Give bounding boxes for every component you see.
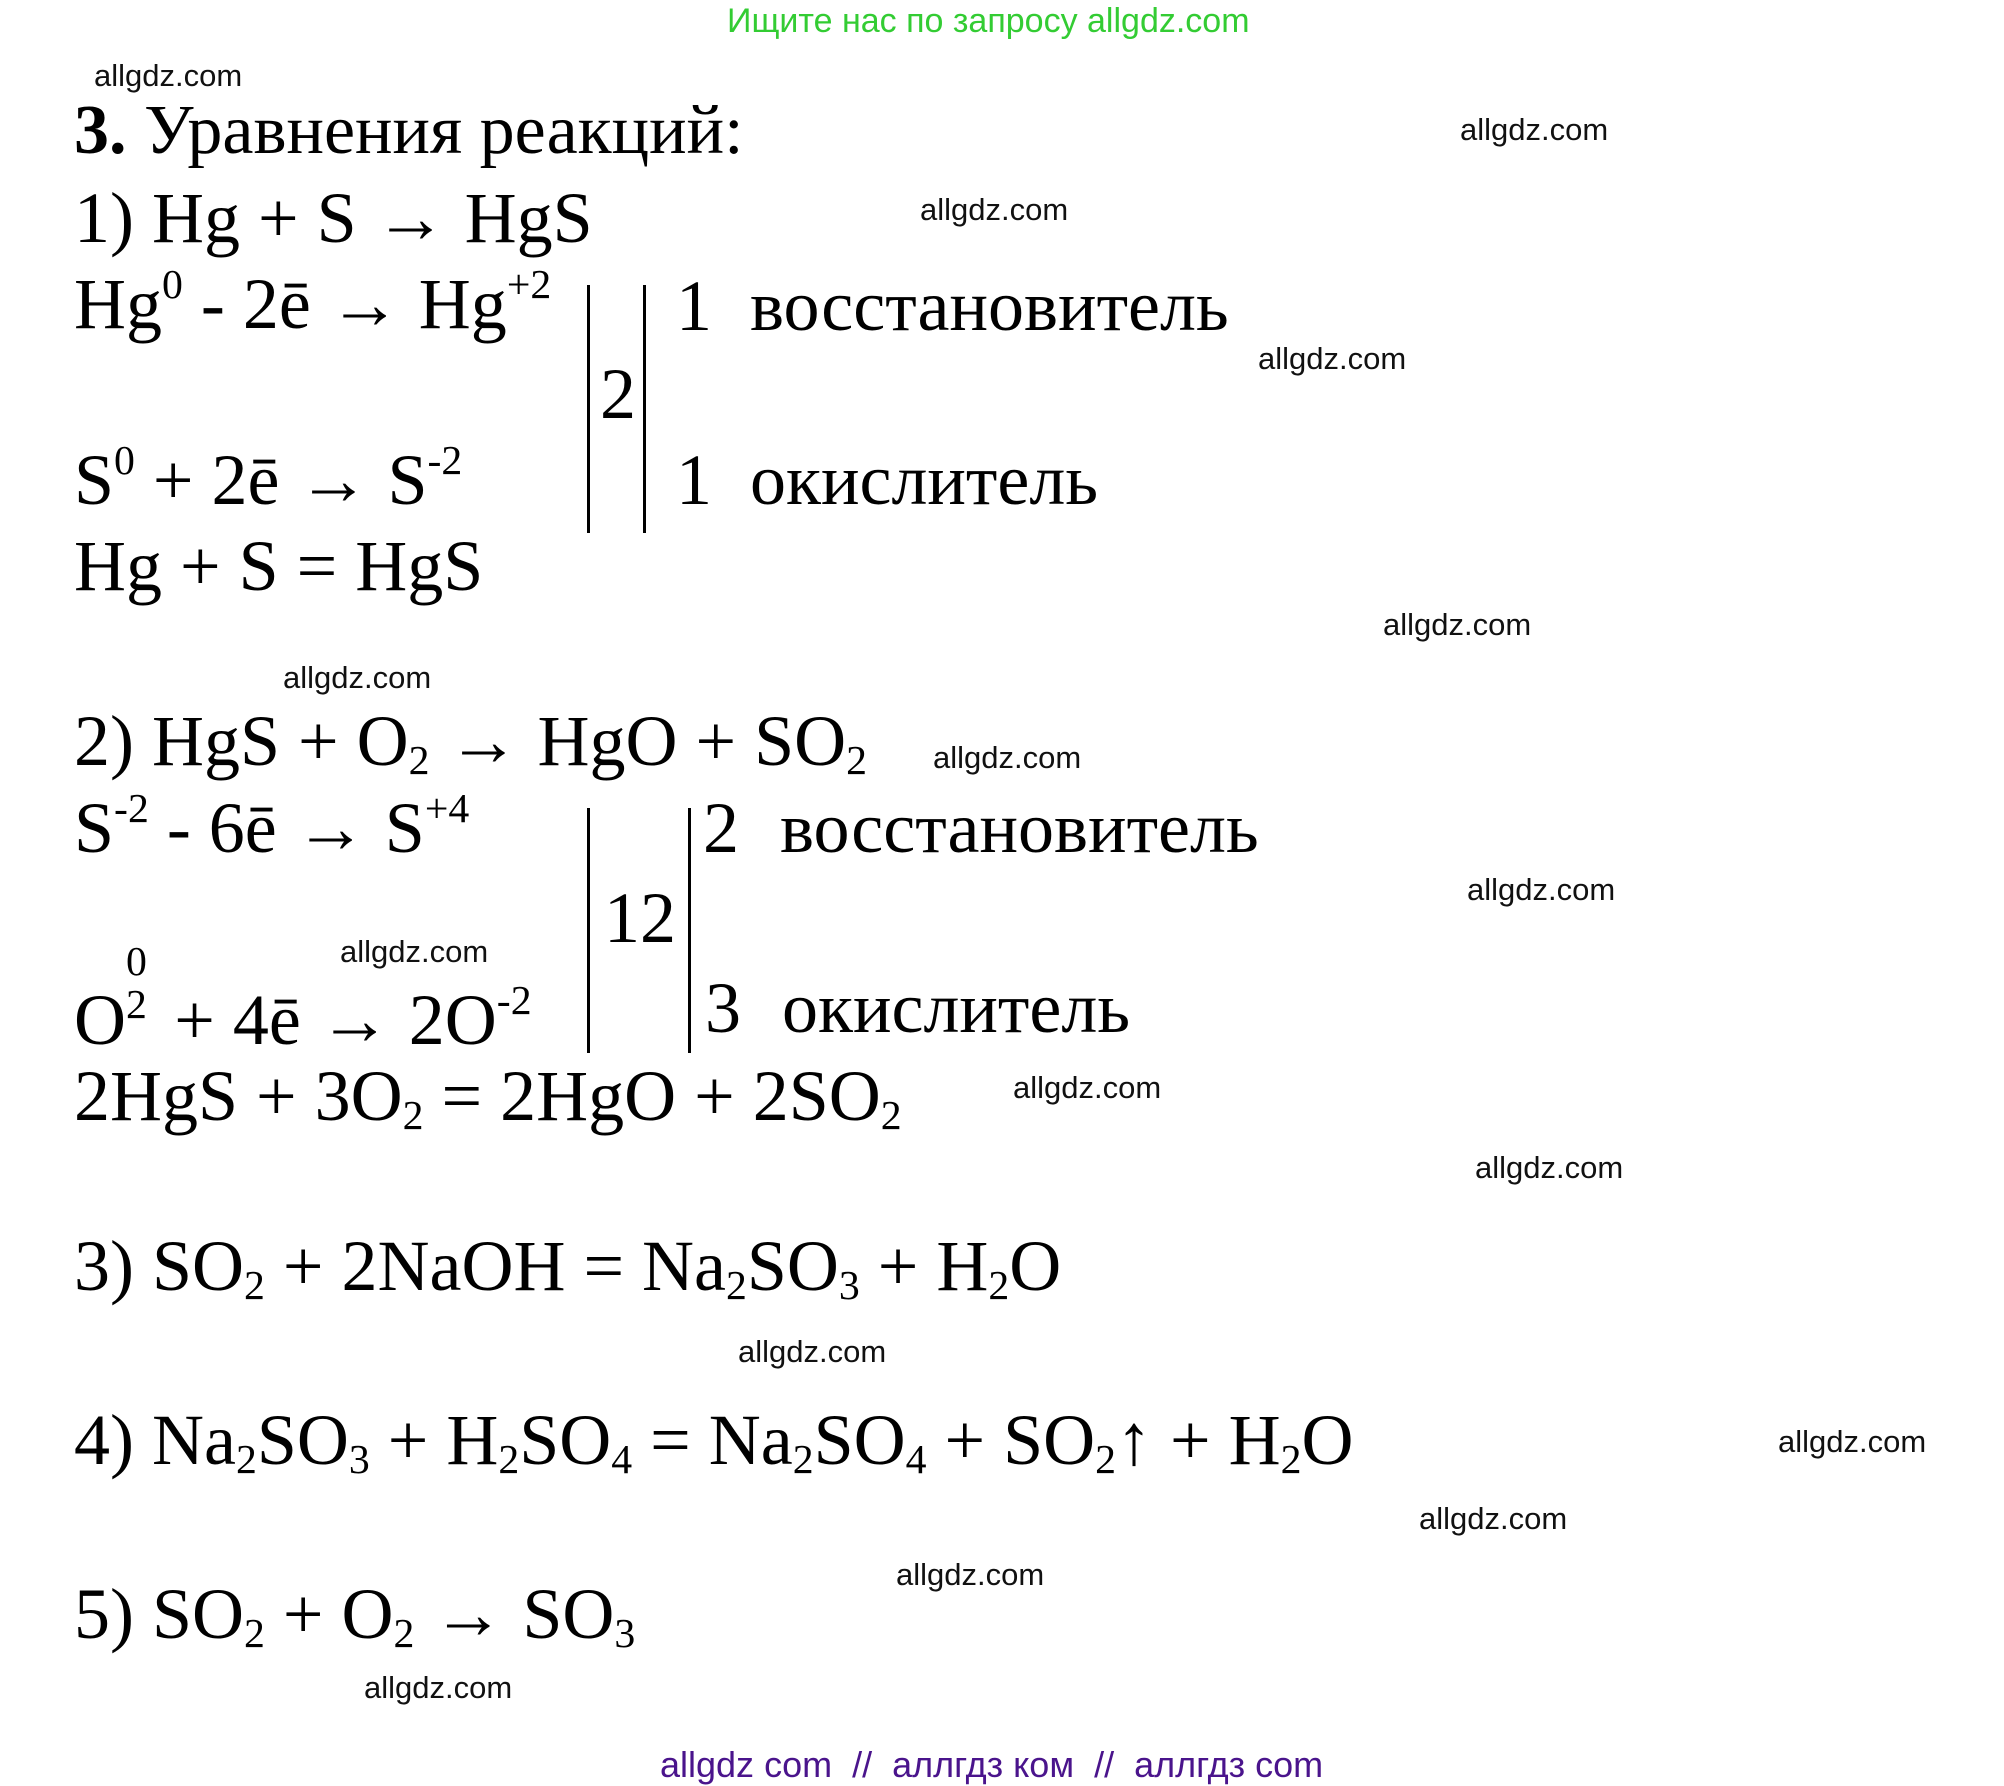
r2-h1-ox: -2 xyxy=(114,785,149,832)
reaction-2: 2) HgS + $O_2$ → HgO + $SO_2$ xyxy=(74,701,868,785)
r2-coef-2: 3 xyxy=(705,968,741,1048)
r2-role-1: восстановитель xyxy=(780,788,1259,868)
r2-coef-1: 2 xyxy=(703,788,739,868)
r1-h2-mid: + 2ē → S xyxy=(134,440,428,520)
r1-h2-ox: 0 xyxy=(114,437,135,484)
reaction-1: 1) Hg + S → HgS xyxy=(74,178,593,258)
r2-h2-ox: 0 xyxy=(126,938,147,985)
watermark: allgdz.com xyxy=(1258,341,1407,376)
watermark: allgdz.com xyxy=(1467,872,1616,907)
r2-h1-species: S xyxy=(74,788,115,868)
r1-h1-species: Hg xyxy=(74,264,162,344)
r1-h1-mid: - 2ē → Hg xyxy=(182,264,507,344)
balance-bar-right xyxy=(643,285,646,533)
r2-lcm: 12 xyxy=(604,878,676,958)
watermark: allgdz.com xyxy=(1383,607,1532,642)
page-title xyxy=(74,92,744,169)
task-number: 3. xyxy=(74,92,127,169)
watermark: allgdz.com xyxy=(933,740,1082,775)
r1-half-reaction-1 xyxy=(74,261,552,344)
reaction-3: 3) $SO_2$ + 2NaOH = $Na_2SO_3 + H_2O$ xyxy=(74,1226,1062,1310)
r1-h2-ox-product: -2 xyxy=(427,437,463,484)
title-text: Уравнения реакций: xyxy=(144,92,744,169)
watermark: allgdz.com xyxy=(738,1334,887,1369)
r1-role-2: окислитель xyxy=(750,440,1099,520)
balance-bar-right xyxy=(688,808,691,1053)
watermark: allgdz.com xyxy=(920,192,1069,227)
watermark: allgdz.com xyxy=(1419,1501,1568,1536)
watermark: allgdz.com xyxy=(364,1670,513,1705)
balance-bar-left xyxy=(587,808,590,1053)
watermark: allgdz.com xyxy=(1475,1150,1624,1185)
watermark: allgdz.com xyxy=(340,934,489,969)
footer-links: allgdz com // аллгдз ком // аллгдз com xyxy=(660,1744,1324,1785)
watermark: allgdz.com xyxy=(94,58,243,93)
watermark: allgdz.com xyxy=(1778,1424,1927,1459)
search-banner: Ищите нас по запросу allgdz.com xyxy=(727,2,1250,40)
r1-lcm: 2 xyxy=(600,354,636,434)
r2-h2-species: O xyxy=(74,980,126,1060)
r2-h2-mid: + 4ē → 2O xyxy=(156,980,497,1060)
r2-h1-mid: - 6ē → S xyxy=(148,788,425,868)
reaction-4: 4) $Na_2SO_3 + H_2SO_4 = Na_2SO_4$ + $SO_2↑ + H_2O$ xyxy=(74,1400,1354,1484)
r1-coef-2: 1 xyxy=(676,440,712,520)
r1-final: Hg + S = HgS xyxy=(74,526,484,606)
watermark: allgdz.com xyxy=(1460,112,1609,147)
r1-coef-1: 1 xyxy=(676,266,712,346)
watermark: allgdz.com xyxy=(896,1557,1045,1592)
r1-h2-species: S xyxy=(74,440,115,520)
r2-h2-ox-product: -2 xyxy=(496,977,532,1024)
r1-role-1: восстановитель xyxy=(750,266,1229,346)
r2-half-reaction-1 xyxy=(74,785,470,868)
r2-h2-sub: 2 xyxy=(126,981,147,1028)
r1-h1-ox: 0 xyxy=(162,261,183,308)
r2-final: $2HgS + 3O_2 = 2HgO + 2SO_2$ xyxy=(74,1056,902,1140)
r2-h1-ox-product: +4 xyxy=(424,785,470,832)
watermark: allgdz.com xyxy=(283,660,432,695)
r2-role-2: окислитель xyxy=(782,968,1131,1048)
r1-h1-ox-product: +2 xyxy=(506,261,552,308)
r1-half-reaction-2 xyxy=(74,437,463,520)
balance-bar-left xyxy=(587,285,590,533)
reaction-5: 5) $SO_2 + O_2 \to SO_3$ xyxy=(74,1574,636,1658)
watermark: allgdz.com xyxy=(1013,1070,1162,1105)
